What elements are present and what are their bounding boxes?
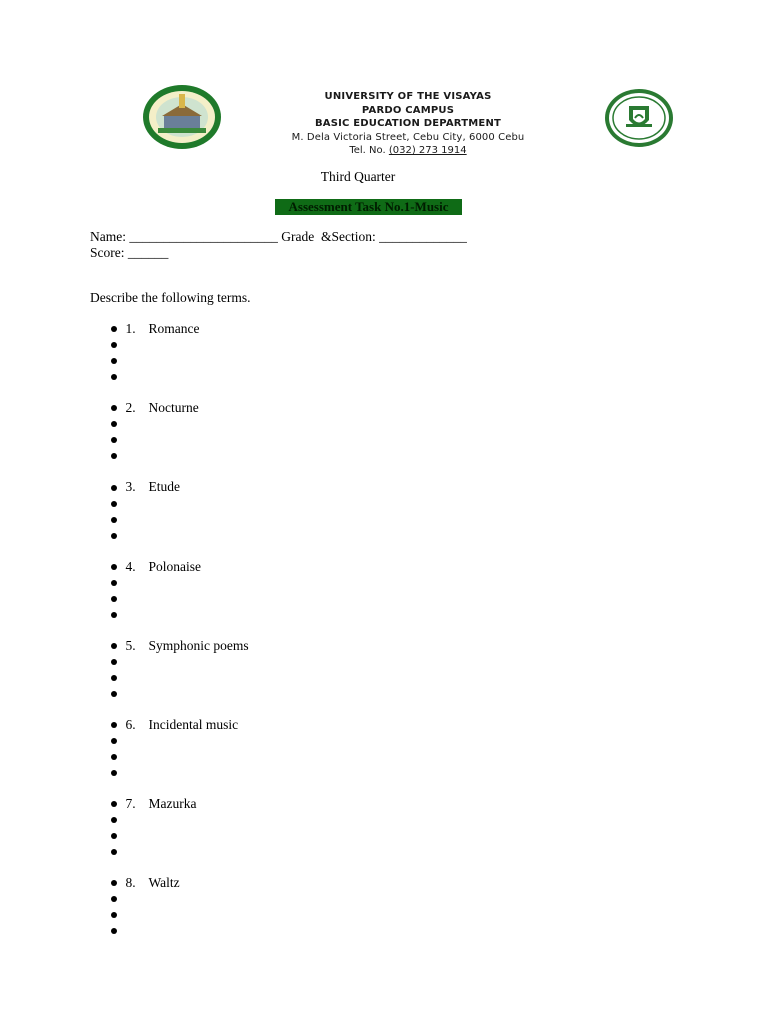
list-item: [112, 463, 180, 494]
answer-bullet: [111, 896, 117, 902]
answer-bullet: [111, 675, 117, 681]
answer-bullet: [111, 912, 117, 918]
answer-bullet: [111, 437, 117, 443]
answer-bullet: [111, 326, 117, 332]
answer-bullet: [111, 612, 117, 618]
list-item: [112, 384, 199, 415]
answer-bullet: [111, 754, 117, 760]
answer-bullet: [111, 501, 117, 507]
right-department-seal: [604, 88, 674, 148]
item-term: Incidental music: [148, 717, 239, 732]
assessment-task-title: Assessment Task No.1-Music: [275, 199, 462, 215]
answer-bullet: [111, 738, 117, 744]
answer-bullet: [111, 833, 117, 839]
score-line: Score: ______: [90, 245, 169, 260]
answer-bullet: [111, 722, 117, 728]
answer-bullet: [111, 580, 117, 586]
answer-bullet: [111, 533, 117, 539]
answer-bullet: [111, 801, 117, 807]
item-term: Mazurka: [148, 796, 197, 811]
list-item: [112, 701, 239, 732]
item-term: Etude: [148, 479, 180, 494]
item-number: 7.: [125, 796, 136, 811]
item-term: Symphonic poems: [148, 638, 249, 653]
quarter-title: Third Quarter: [320, 169, 396, 184]
item-number: 2.: [125, 400, 136, 415]
item-number: 3.: [125, 479, 136, 494]
answer-bullet: [111, 643, 117, 649]
item-number: 4.: [125, 559, 136, 574]
telephone-line: [270, 144, 546, 158]
answer-bullet: [111, 517, 117, 523]
instructions: Describe the following terms.: [90, 290, 251, 305]
item-number: 1.: [125, 321, 136, 336]
list-item: [112, 859, 180, 890]
answer-bullet: [111, 770, 117, 776]
answer-bullet: [111, 849, 117, 855]
answer-bullet: [111, 691, 117, 697]
answer-bullet: [111, 817, 117, 823]
answer-bullet: [111, 596, 117, 602]
item-term: Romance: [148, 321, 200, 336]
answer-bullet: [111, 564, 117, 570]
item-term: Waltz: [148, 875, 180, 890]
list-item: [112, 305, 200, 336]
item-term: Polonaise: [148, 559, 201, 574]
answer-bullet: [111, 374, 117, 380]
item-number: 6.: [125, 717, 136, 732]
list-item: [112, 543, 201, 574]
answer-bullet: [111, 358, 117, 364]
left-university-seal: [142, 84, 222, 150]
department-name: BASIC EDUCATION DEPARTMENT: [314, 118, 502, 129]
answer-bullet: [111, 485, 117, 491]
item-number: 5.: [125, 638, 136, 653]
campus-name: PARDO CAMPUS: [361, 104, 455, 116]
name-grade-section-line: Name: ______________________ Grade &Section: _____________: [90, 229, 467, 244]
list-item: [112, 622, 249, 653]
telephone-label: Tel. No.: [349, 145, 386, 156]
item-term: Nocturne: [148, 400, 199, 415]
answer-bullet: [111, 928, 117, 934]
answer-bullet: [111, 453, 117, 459]
answer-bullet: [111, 405, 117, 411]
answer-bullet: [111, 342, 117, 348]
school-address: M. Dela Victoria Street, Cebu City, 6000 Cebu: [291, 131, 525, 143]
item-number: 8.: [125, 875, 136, 890]
answer-bullet: [111, 421, 117, 427]
telephone-number: (032) 273 1914: [388, 145, 467, 156]
university-name: UNIVERSITY OF THE VISAYAS: [324, 91, 492, 102]
school-header: [270, 90, 546, 158]
answer-bullet: [111, 659, 117, 665]
answer-bullet: [111, 880, 117, 886]
list-item: [112, 780, 197, 811]
